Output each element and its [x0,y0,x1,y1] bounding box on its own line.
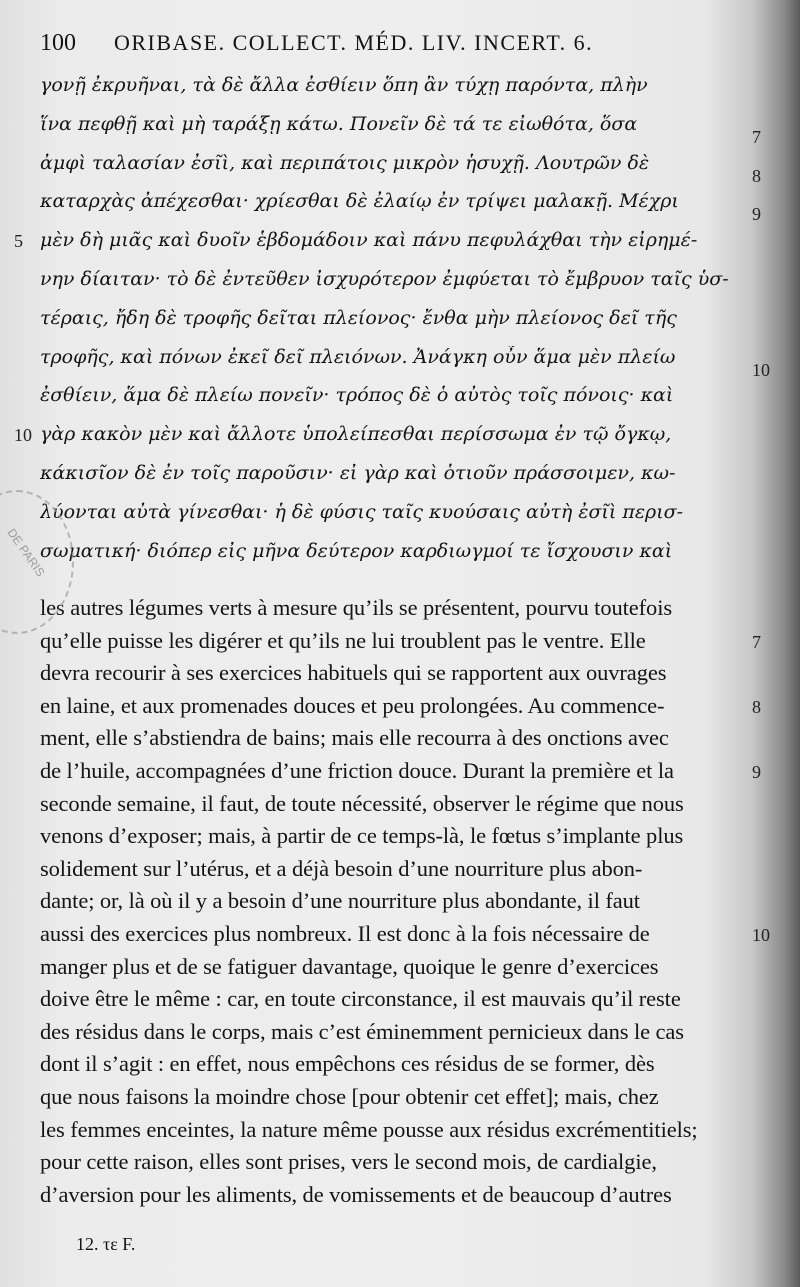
greek-line: γὰρ κακὸν μὲν καὶ ἄλλοτε ὑπολείπεσθαι περίσσωμα ἐν τῷ ὄγκῳ, [40,423,672,446]
section-number: 10 [752,359,770,380]
section-number: 7 [752,631,761,652]
french-line: les autres légumes verts à mesure qu’ils se présentent, pourvu toutefois [40,595,673,620]
french-line: pour cette raison, elles sont prises, vers le second mois, de cardialgie, [40,1149,657,1175]
french-line: qu’elle puisse les digérer et qu’ils ne lui troublent pas le ventre. Elle [40,627,646,653]
page-number: 100 [40,30,76,56]
french-line: doive être le même : car, en toute circonstance, il est mauvais qu’il reste [40,986,681,1012]
greek-line: τροφῆς, καὶ πόνων ἐκεῖ δεῖ πλειόνων. Ἀνάγκη οὖν ἅμα μὲν πλείω [40,345,676,368]
french-line: ment, elle s’abstiendra de bains; mais elle recourra à des onctions avec [40,725,669,751]
french-line: dante; or, là où il y a besoin d’une nourriture plus abondante, il faut [40,888,640,914]
section-number: 10 [752,925,770,945]
section-number: 7 [752,126,761,147]
greek-line: σωματική· διόπερ εἰς μῆνα δεύτερον καρδιωγμοί τε ἴσχουσιν καὶ [40,539,673,562]
line-number: 10 [14,425,32,446]
footnote: 12. τε F. [76,1234,136,1254]
greek-line: νην δίαιταν· τὸ δὲ ἐντεῦθεν ἰσχυρότερον ἐμφύεται τὸ ἔμβρυον ταῖς ὑσ- [40,268,729,290]
french-line: dont il s’agit : en effet, nous empêchons ces résidus de se former, dès [40,1051,655,1077]
french-line: seconde semaine, il faut, de toute nécessité, observer le régime que nous [40,790,684,816]
section-number: 8 [752,696,761,717]
french-line: en laine, et aux promenades douces et peu prolongées. Au commence- [40,692,665,718]
french-line: que nous faisons la moindre chose [pour obtenir cet effet]; mais, chez [40,1084,659,1109]
section-number: 9 [752,204,761,225]
greek-line: λύονται αὐτὰ γίνεσθαι· ἡ δὲ φύσις ταῖς κυούσαις αὐτὴ ἐσῖὶ περισ- [40,500,684,523]
french-line: venons d’exposer; mais, à partir de ce temps-là, le fœtus s’implante plus [40,823,684,849]
greek-line: κάκισῖον δὲ ἐν τοῖς παροῦσιν· εἰ γὰρ καὶ ὁτιοῦν πράσσοιμεν, κω- [40,462,676,484]
section-number: 9 [752,762,761,782]
french-line: des résidus dans le corps, mais c’est éminemment pernicieux dans le cas [40,1018,684,1044]
greek-line: γονῇ ἐκρυῆναι, τὰ δὲ ἄλλα ἐσθίειν ὅπη ἂν τύχῃ παρόντα, πλὴν [40,74,648,96]
french-line: les femmes enceintes, la nature même pousse aux résidus excrémentitiels; [40,1116,698,1142]
greek-line: ἀμφὶ ταλασίαν ἐσῖὶ, καὶ περιπάτοις μικρὸν ἡσυχῇ. Λουτρῶν δὲ [40,151,650,174]
greek-line: ἵνα πεφθῇ καὶ μὴ ταράξῃ κάτω. Πονεῖν δὲ τά τε εἰωθότα, ὅσα [40,112,638,135]
greek-line: ἐσθίειν, ἅμα δὲ πλείω πονεῖν· τρόπος δὲ ὁ αὐτὸς τοῖς πόνοις· καὶ [40,384,674,407]
french-line: devra recourir à ses exercices habituels qui se rapportent aux ouvrages [40,660,667,686]
running-head: ORIBASE. COLLECT. MÉD. LIV. INCERT. 6. [114,30,594,55]
greek-line: τέραις, ἤδη δὲ τροφῆς δεῖται πλείονος· ἔνθα μὴν πλείονος δεῖ τῆς [40,306,677,329]
section-number: 8 [752,165,761,186]
french-line: aussi des exercices plus nombreux. Il est donc à la fois nécessaire de [40,921,650,946]
french-line: manger plus et de se fatiguer davantage, quoique le genre d’exercices [40,953,659,979]
greek-line: καταρχὰς ἀπέχεσθαι· χρίεσθαι δὲ ἐλαίῳ ἐν τρίψει μαλακῇ. Μέχρι [40,190,679,213]
line-number: 5 [14,231,23,252]
stamp-text: DE PARIS [4,526,48,580]
greek-line: μὲν δὴ μιᾶς καὶ δυοῖν ἑβδομάδοιν καὶ πάνυ πεφυλάχθαι τὴν εἰρημέ- [40,229,698,252]
french-line: d’aversion pour les aliments, de vomissements et de beaucoup d’autres [40,1181,672,1207]
french-line: solidement sur l’utérus, et a déjà besoin d’une nourriture plus abon- [40,855,643,881]
page-header [40,30,680,64]
french-line: de l’huile, accompagnées d’une friction douce. Durant la première et la [40,758,674,783]
